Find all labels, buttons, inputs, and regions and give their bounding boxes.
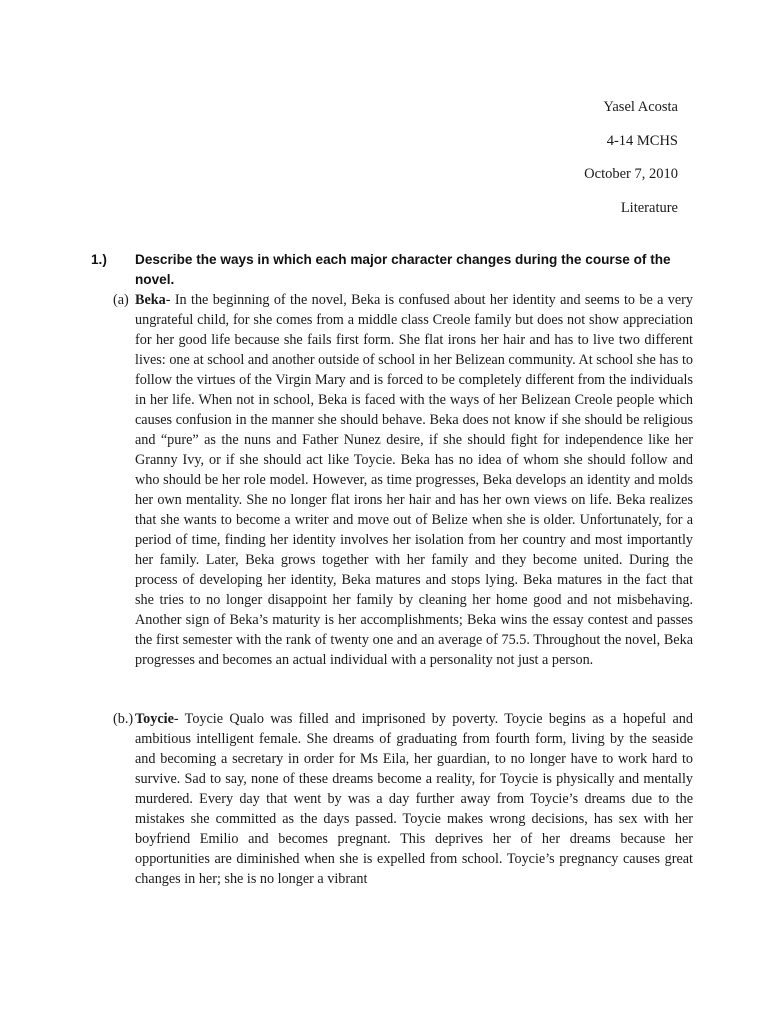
document-date: October 7, 2010: [584, 166, 678, 182]
answer-body: [113, 290, 693, 670]
answer-label: (a): [113, 292, 129, 308]
class-code: 4-14 MCHS: [606, 132, 678, 149]
character-name: Beka: [135, 292, 166, 308]
subject: Literature: [620, 199, 678, 216]
document-header: [584, 91, 678, 225]
answer-text: - Toycie Qualo was filled and imprisoned by poverty. Toycie begins as a hopeful and ambitious intelligent female. She dreams of graduating from fourth form, living by the seaside and becoming a secretary in order for Ms Eila, her guardian, to no longer have to work hard to survive. Sad to say, none of these dreams become a reality, for Toycie is physically and mentally murdered. Every day that went by was a day further away from Toycie’s dreams due to the mistakes she committed as the days passed. Toycie makes wrong decisions, has sex with her boyfriend Emilio and becomes pregnant. This deprives her of her dreams because her opportunities are diminished when she is expelled from school. Toycie’s pregnancy causes great changes in her; she is no longer a vibrant: [135, 711, 693, 887]
question-text: Describe the ways in which each major character changes during the course of the novel.: [135, 252, 671, 287]
answer-body: [113, 709, 693, 889]
character-name: Toycie: [135, 711, 174, 727]
answer-beka: [113, 290, 693, 670]
student-name: Yasel Acosta: [603, 99, 678, 115]
answer-text: - In the beginning of the novel, Beka is confused about her identity and seems to be a very ungrateful child, for she comes from a middle class Creole family but does not show appreciation for her good life because she fails first form. She flat irons her hair and has to live two different lives: one at school and another outside of school in her Belizean community. At school she has to follow the virtues of the Virgin Mary and is forced to be completely different from the individuals in her life. When not in school, Beka is faced with the ways of her Belizean Creole people which causes confusion in the manner she should behave. Beka does not know if she should be religious and “pure” as the nuns and Father Nunez desire, if she should fight for independence like her Granny Ivy, or if she should act like Toycie. Beka has no idea of whom she should follow and who should be her role model. However, as time progresses, Beka develops an identity and molds her own mentality. She no longer flat irons her hair and has her own views on life. Beka realizes that she wants to become a writer and move out of Belize when she is older. Unfortunately, for a period of time, finding her identity involves her isolation from her country and most importantly her family. Later, Beka grows together with her family and they become united. During the process of developing her identity, Beka matures and stops lying. Beka matures in the fact that she tries to no longer disappoint her family by cleaning her home good and not misbehaving. Another sign of Beka’s maturity is her accomplishments; Beka wins the essay contest and passes the first semester with the rank of twenty one and an average of 75.5. Throughout the novel, Beka progresses and becomes an actual individual with a personality not just a person.: [135, 292, 693, 668]
answer-toycie: [113, 709, 693, 889]
question-number: 1.): [91, 252, 107, 267]
question-heading: [91, 250, 705, 290]
answer-label: (b.): [113, 711, 134, 727]
